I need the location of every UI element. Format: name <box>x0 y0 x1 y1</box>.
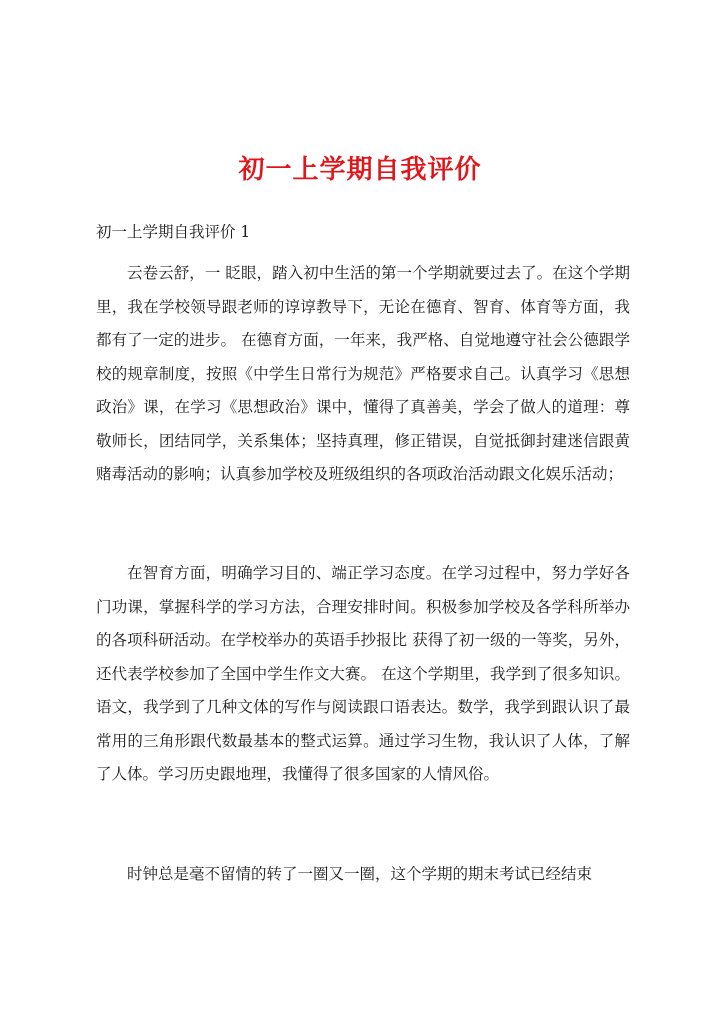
body-paragraph-2: 在智育方面，明确学习目的、端正学习态度。在学习过程中，努力学好各门功课，掌握科学的学习方法，合理安排时间。积极参加学校及各学科所举办的各项科研活动。在学校举办的英语手抄报比 获得了初一级的一等奖，另外，还代表学校参加了全国中学生作文大赛。 在这个学期里，我学到了很多知识。语文，我学到了几种文体的写作与阅读跟口语表达。数学，我学到跟认识了最常用的三角形跟代数最基本的整式运算。通过学习生物，我认识了人体，了解了人体。学习历史跟地理，我懂得了很多国家的人情风俗。 <box>96 564 630 783</box>
body-paragraph-1: 云卷云舒，一 眨眼，踏入初中生活的第一个学期就要过去了。在这个学期里，我在学校领导跟老师的谆谆教导下，无论在德育、智育、体育等方面，我都有了一定的进步。 在德育方面，一年来，我严格、自觉地遵守社会公德跟学校的规章制度，按照《中学生日常行为规范》严格要求自己。认真学习《思想政治》课，在学习《思想政治》课中，懂得了真善美，学会了做人的道理：尊敬师长，团结同学，关系集体；坚持真理，修正错误，自觉抵御封建迷信跟黄赌毒活动的影响；认真参加学校及班级组织的各项政治活动跟文化娱乐活动； <box>96 264 630 483</box>
body-paragraph-3: 时钟总是毫不留情的转了一圈又一圈，这个学期的期末考试已经结束 <box>127 865 593 883</box>
document-title: 初一上学期自我评价 <box>238 155 482 185</box>
section-heading: 初一上学期自我评价 1 <box>96 223 251 241</box>
